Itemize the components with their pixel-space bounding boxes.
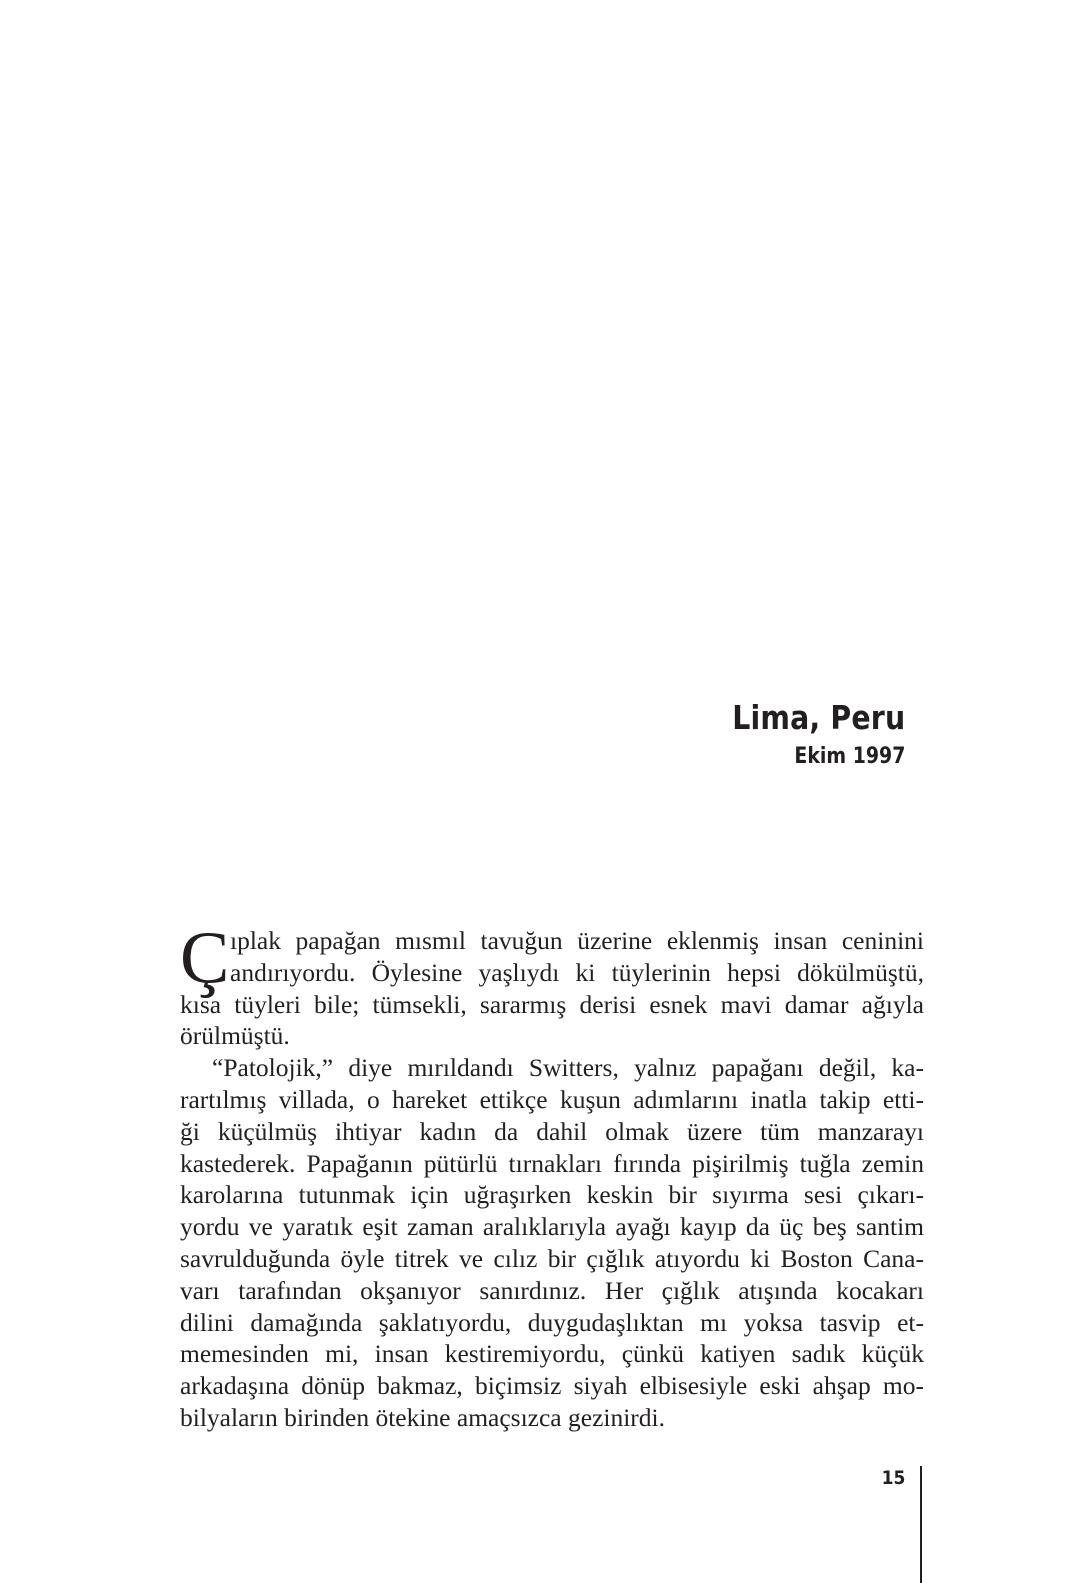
- text-line: örülmüştü.: [180, 1021, 290, 1051]
- drop-cap: Ç: [180, 917, 230, 999]
- text-line: arkadaşına dönüp bakmaz, biçimsiz siyah elbisesiyle eski ahşap mo-: [180, 1371, 924, 1401]
- text-line: dilini damağında şaklatıyordu, duygudaşlıktan mı yoksa tasvip et-: [180, 1307, 924, 1337]
- text-line: kastederek. Papağanın pütürlü tırnakları fırında pişirilmiş tuğla zemin: [180, 1148, 924, 1178]
- chapter-place: Lima, Peru: [731, 698, 905, 737]
- text-line: ıplak papağan mısmıl tavuğun üzerine eklenmiş insan ceninini: [230, 926, 924, 955]
- text-line: karolarına tutunmak için uğraşırken keskin bir sıyırma sesi çıkarı-: [180, 1180, 924, 1210]
- text-line: varı tarafından okşanıyor sanırdınız. Her çığlık atışında kocakarı: [180, 1275, 924, 1305]
- text-line: kısa tüyleri bile; tümsekli, sararmış derisi esnek mavi damar ağıyla: [180, 989, 924, 1019]
- text-line: rartılmış villada, o hareket ettikçe kuşun adımlarını inatla takip etti-: [180, 1084, 924, 1114]
- text-line: savrulduğunda öyle titrek ve cılız bir çığlık atıyordu ki Boston Cana-: [180, 1243, 924, 1273]
- folio-rule: [920, 1466, 922, 1583]
- chapter-date: Ekim 1997: [794, 744, 905, 769]
- text-line: yordu ve yaratık eşit zaman aralıklarıyla ayağı kayıp da üç beş santim: [180, 1212, 924, 1242]
- text-line: bilyaların birinden ötekine amaçsızca gezinirdi.: [180, 1402, 666, 1432]
- text-line: memesinden mi, insan kestiremiyordu, çünkü katiyen sadık küçük: [180, 1339, 924, 1369]
- text-line: “Patolojik,” diye mırıldandı Switters, yalnız papağanı değil, ka-: [212, 1053, 924, 1083]
- paragraph-1: [180, 917, 924, 1052]
- paragraph-2: [180, 1052, 924, 1434]
- page-number: 15: [881, 1467, 905, 1489]
- body-text: [180, 917, 924, 1434]
- text-line: andırıyordu. Öylesine yaşlıydı ki tüylerinin hepsi dökülmüştü,: [230, 957, 924, 987]
- chapter-heading: [704, 696, 905, 772]
- text-line: ği küçülmüş ihtiyar kadın da dahil olmak üzere tüm manzarayı: [180, 1116, 924, 1146]
